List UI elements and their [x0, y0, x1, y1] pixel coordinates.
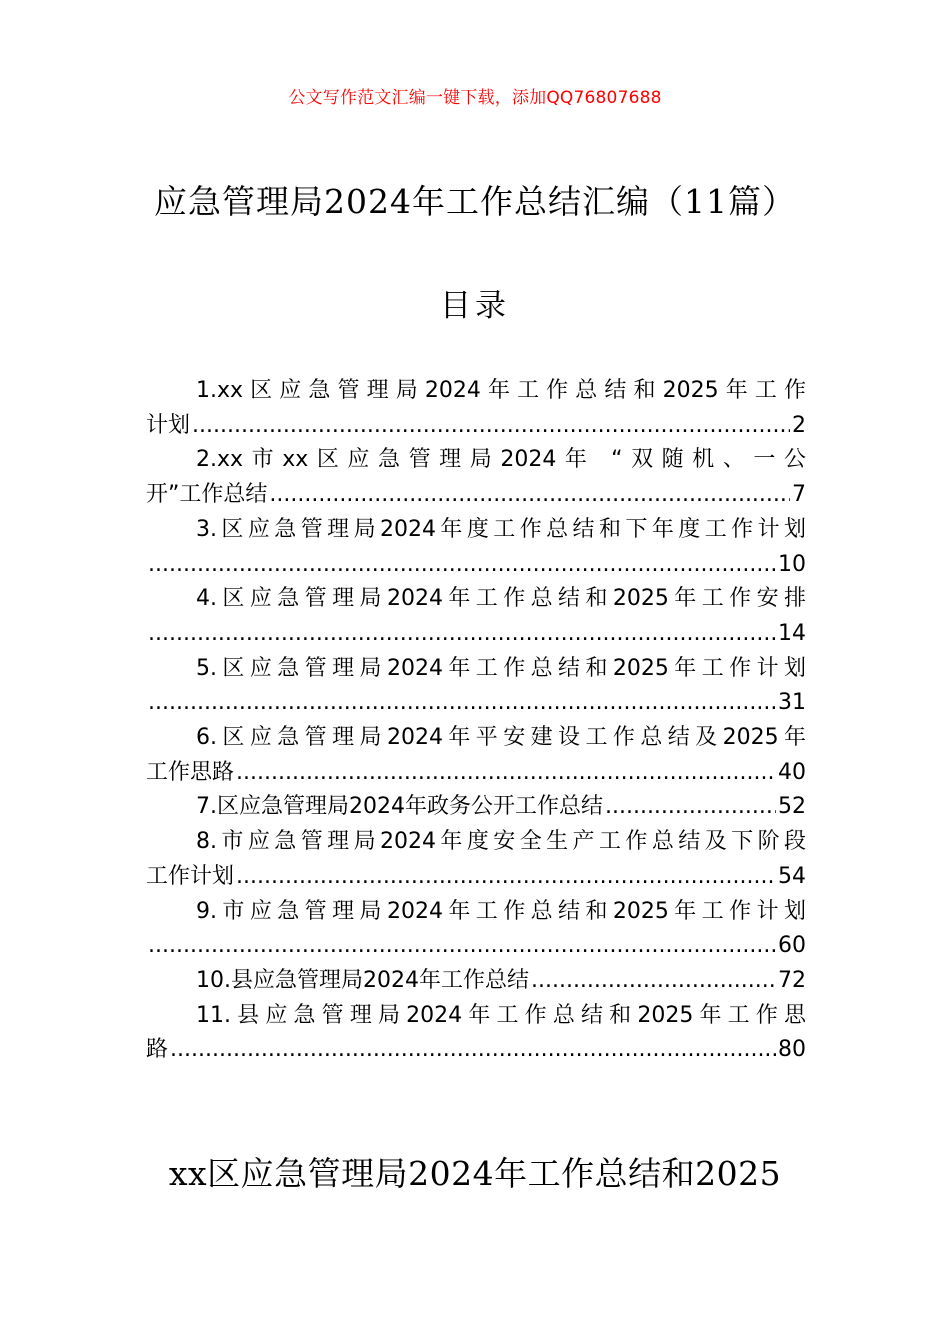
toc-entry-7[interactable] [146, 790, 806, 825]
toc-page-number: 31 [778, 690, 806, 716]
toc-entry-title: 8.市应急管理局2024年度安全生产工作总结及下阶段 [196, 829, 806, 855]
dot-leader [269, 478, 790, 513]
toc-entry-4[interactable] [146, 582, 806, 651]
section-title: xx区应急管理局2024年工作总结和2025 [168, 1154, 782, 1193]
toc-entry-continuation: 计划 [146, 412, 191, 438]
document-title: 应急管理局2024年工作总结汇编（11篇） [154, 182, 796, 221]
toc-page-number: 54 [778, 863, 806, 889]
toc-entry-title: 10.县应急管理局2024年工作总结 [196, 967, 529, 993]
toc-entry-title: 6.区应急管理局2024年平安建设工作总结及2025年 [196, 725, 806, 751]
toc-entry-title: 9.市应急管理局2024年工作总结和2025年工作计划 [196, 898, 806, 924]
toc-page-number: 14 [778, 620, 806, 646]
toc-entry-title: 7.区应急管理局2024年政务公开工作总结 [196, 794, 603, 820]
toc-page-number: 10 [778, 551, 806, 577]
toc-entry-continuation: 工作计划 [146, 863, 235, 889]
toc-entry-5[interactable] [146, 652, 806, 721]
toc-entry-title: 11.县应急管理局2024年工作总结和2025年工作思 [196, 1002, 806, 1028]
toc-entry-6[interactable] [146, 721, 806, 790]
toc-entry-continuation: 开”工作总结 [146, 482, 268, 508]
header-banner: 公文写作范文汇编一键下载，添加QQ76807688 [288, 88, 662, 108]
toc-entry-title: 1.xx区应急管理局2024年工作总结和2025年工作 [196, 378, 806, 403]
dot-leader [148, 686, 776, 721]
dot-leader [236, 860, 776, 895]
toc-entry-10[interactable] [146, 964, 806, 999]
dot-leader [531, 964, 776, 999]
toc-page-number: 52 [778, 794, 806, 820]
toc-entry-title: 5.区应急管理局2024年工作总结和2025年工作计划 [196, 655, 806, 681]
toc-page-number: 7 [792, 482, 806, 508]
dot-leader [148, 929, 776, 964]
dot-leader [605, 790, 776, 825]
toc-page-number: 40 [778, 759, 806, 785]
dot-leader [236, 756, 776, 791]
toc-page-number: 60 [778, 933, 806, 959]
toc-heading: 目录 [440, 288, 510, 324]
toc-page-number: 72 [778, 967, 806, 993]
toc-entry-8[interactable] [146, 825, 806, 894]
toc-entry-3[interactable] [146, 513, 806, 582]
dot-leader [148, 548, 776, 583]
toc-entry-9[interactable] [146, 895, 806, 964]
toc-entry-11[interactable] [146, 999, 806, 1068]
toc-entry-title: 3.区应急管理局2024年度工作总结和下年度工作计划 [196, 516, 806, 542]
dot-leader [192, 409, 790, 444]
dot-leader [148, 617, 776, 652]
toc-entry-2[interactable] [146, 443, 806, 512]
toc-page-number: 2 [792, 412, 806, 438]
toc-entry-continuation: 路 [146, 1037, 169, 1063]
toc-entry-title: 2.xx市xx区应急管理局2024年 “双随机、一公 [196, 447, 806, 473]
table-of-contents [146, 374, 806, 1068]
toc-entry-continuation: 工作思路 [146, 759, 235, 785]
toc-page-number: 80 [778, 1037, 806, 1063]
toc-entry-title: 4.区应急管理局2024年工作总结和2025年工作安排 [196, 586, 806, 612]
dot-leader [170, 1033, 776, 1068]
toc-entry-1[interactable] [146, 374, 806, 443]
